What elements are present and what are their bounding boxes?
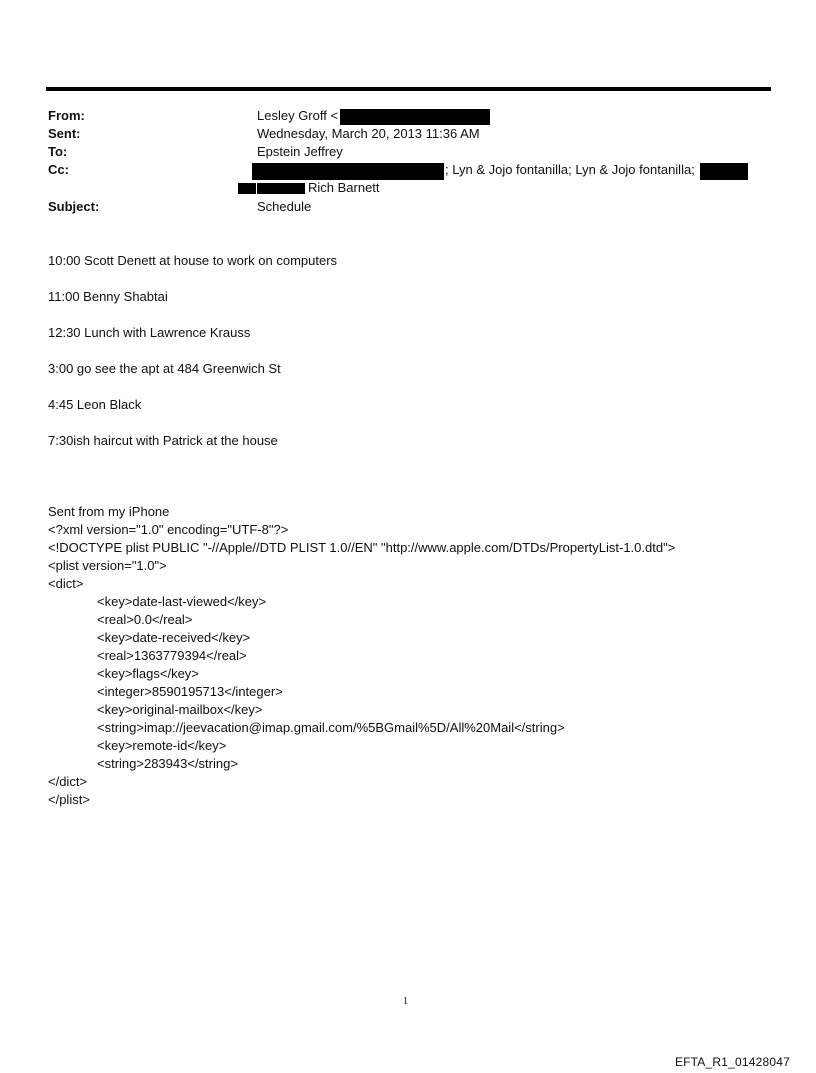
- to-value: Epstein Jeffrey: [257, 144, 343, 159]
- schedule-item: 10:00 Scott Denett at house to work on computers: [48, 253, 338, 268]
- plist-line: <dict>: [48, 576, 84, 591]
- schedule-item: 4:45 Leon Black: [48, 397, 142, 412]
- plist-line: <plist version="1.0">: [48, 558, 167, 573]
- document-id: EFTA_R1_01428047: [674, 1055, 790, 1069]
- redaction-bar: [257, 183, 305, 194]
- plist-line: <integer>8590195713</integer>: [97, 684, 283, 699]
- redaction-bar: [238, 183, 256, 194]
- signature: Sent from my iPhone: [48, 504, 170, 519]
- schedule-item: 11:00 Benny Shabtai: [48, 289, 168, 304]
- plist-line: <key>original-mailbox</key>: [97, 702, 263, 717]
- plist-line: <!DOCTYPE plist PUBLIC "-//Apple//DTD PLIST 1.0//EN" "http://www.apple.com/DTDs/PropertyList-1.0.dtd">: [48, 540, 676, 555]
- schedule-item: 7:30ish haircut with Patrick at the house: [48, 433, 278, 448]
- redaction-bar: [252, 163, 444, 180]
- cc-value-line1: ; Lyn & Jojo fontanilla; Lyn & Jojo fontanilla;: [445, 162, 695, 177]
- plist-line: <key>remote-id</key>: [97, 738, 227, 753]
- plist-line: <real>0.0</real>: [97, 612, 193, 627]
- to-label: To:: [48, 144, 68, 159]
- plist-line: <?xml version="1.0" encoding="UTF-8"?>: [48, 522, 289, 537]
- schedule-item: 12:30 Lunch with Lawrence Krauss: [48, 325, 251, 340]
- from-value: [257, 107, 490, 125]
- sent-label: Sent:: [48, 126, 81, 141]
- plist-line: <key>flags</key>: [97, 666, 199, 681]
- plist-line: <key>date-received</key>: [97, 630, 251, 645]
- cc-value-line2: Rich Barnett: [308, 180, 380, 195]
- cc-label: Cc:: [48, 162, 69, 177]
- redaction-bar: [700, 163, 748, 180]
- from-label: From:: [48, 108, 85, 123]
- from-name: Lesley Groff <: [257, 108, 339, 123]
- subject-label: Subject:: [48, 199, 100, 214]
- plist-line: </plist>: [48, 792, 90, 807]
- plist-line: <real>1363779394</real>: [97, 648, 247, 663]
- plist-line: <key>date-last-viewed</key>: [97, 594, 267, 609]
- schedule-item: 3:00 go see the apt at 484 Greenwich St: [48, 361, 281, 376]
- header-divider: [46, 87, 771, 91]
- plist-line: <string>283943</string>: [97, 756, 238, 771]
- sent-value: Wednesday, March 20, 2013 11:36 AM: [257, 126, 480, 141]
- page-number: 1: [403, 996, 408, 1007]
- plist-line: </dict>: [48, 774, 88, 789]
- subject-value: Schedule: [257, 199, 312, 214]
- plist-line: <string>imap://jeevacation@imap.gmail.com/%5BGmail%5D/All%20Mail</string>: [97, 720, 565, 735]
- redaction-bar: [340, 109, 490, 125]
